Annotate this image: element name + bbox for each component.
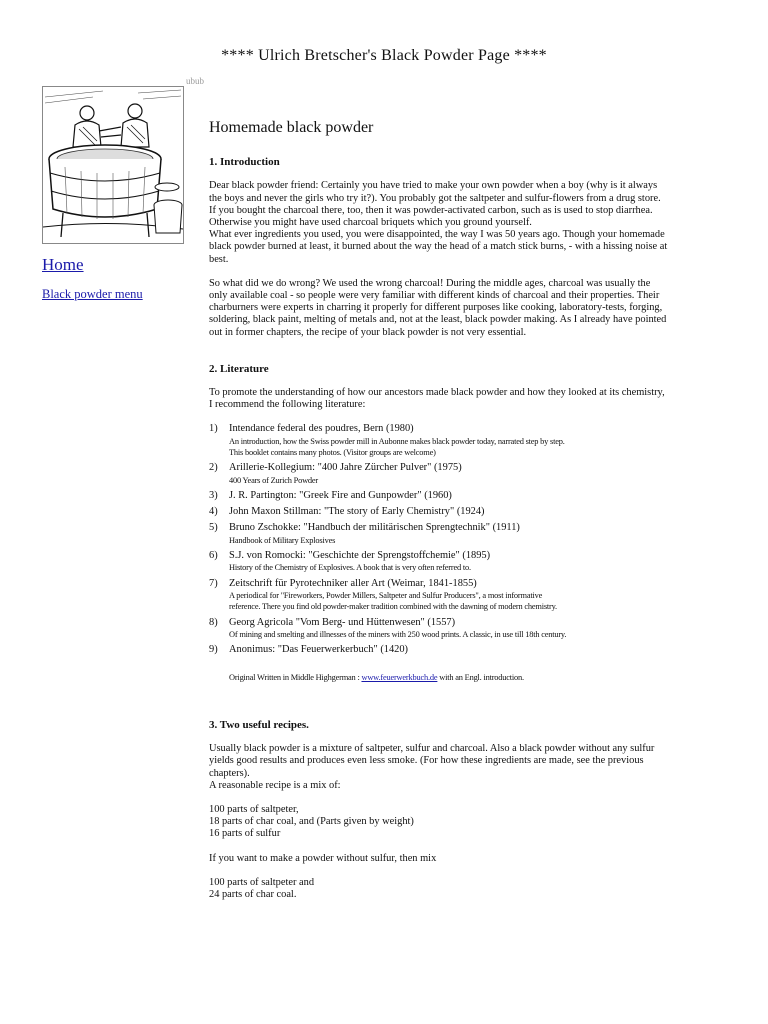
literature-list xyxy=(209,423,714,656)
list-item: 6) S.J. von Romocki: "Geschichte der Sprengstoffchemie" (1895) History of the Chemistry of Explosives. A book that is very often referred to. xyxy=(209,550,491,573)
literature-intro: To promote the understanding of how our ancestors made black powder and how they looked at its chemistry, I recommend the following literature: xyxy=(209,387,665,411)
section-heading-introduction: 1. Introduction xyxy=(209,156,280,169)
intro-paragraph-1: Dear black powder friend: Certainly you have tried to make your own powder when a boy (why is it always the boys and never the girls who try it?). You probably got the saltpeter and sulfur-flowers from a drug store. If you bought the charcoal there, too, then it was powder-activated carbon, such as is used to stop diarrhea. Otherwise you might have used charcoal briquets which you ground yourself. What ever ingredients you used, you were disappointed, the way I was 50 years ago. Though your homemade black powder burned at least, it burned about the way the head of a match stick burns, - with a hissing noise at best. xyxy=(209,180,668,265)
section-heading-recipes: 3. Two useful recipes. xyxy=(209,718,309,731)
black-powder-menu-link[interactable]: Black powder menu xyxy=(42,287,143,301)
recipe-transition: If you want to make a powder without sulfur, then mix xyxy=(209,852,437,864)
list-item: 1) Intendance federal des poudres, Bern (1980) An introduction, how the Swiss powder mill in Aubonne makes black powder today, narrated step by step. This booklet contains many photos. (Visitor groups are welcome) xyxy=(209,423,565,458)
recipe-with-sulfur: 100 parts of saltpeter, 18 parts of char coal, and (Parts given by weight) 16 parts of sulfur xyxy=(209,803,414,840)
page-title: **** Ulrich Bretscher's Black Powder Page **** xyxy=(221,47,547,64)
recipes-intro: Usually black powder is a mixture of saltpeter, sulfur and charcoal. Also a black powder without any sulfur yields good results and produces even less smoke. (For how these ingredients are made, see the previous chapters). A reasonable recipe is a mix of: xyxy=(209,743,655,791)
feuerwerkbuch-link[interactable]: www.feuerwerkbuch.de xyxy=(361,672,438,682)
list-item: 2) Arillerie-Kollegium: "400 Jahre Zürcher Pulver" (1975) 400 Years of Zurich Powder xyxy=(209,462,462,485)
list-item: 5) Bruno Zschokke: "Handbuch der militärischen Sprengtechnik" (1911) Handbook of Military Explosives xyxy=(209,522,520,545)
list-item: 8) Georg Agricola "Vom Berg- und Hüttenwesen" (1557) Of mining and smelting and illnesses of the miners with 250 wood prints. A classic, in use till 18th century. xyxy=(209,616,567,639)
list-item: 9) Anonimus: "Das Feuerwerkerbuch" (1420) xyxy=(209,644,409,656)
main-content xyxy=(209,119,714,901)
list-item: 3) J. R. Partington: "Greek Fire and Gunpowder" (1960) xyxy=(209,490,452,502)
home-link[interactable]: Home xyxy=(42,255,84,274)
feuerwerkbuch-note: Original Written in Middle Highgerman : www.feuerwerkbuch.de with an Engl. introduction. xyxy=(229,672,524,682)
list-item: 4) John Maxon Stillman: "The story of Early Chemistry" (1924) xyxy=(209,506,485,518)
list-item: 7) Zeitschrift für Pyrotechniker aller Art (Weimar, 1841-1855) A periodical for "Fireworkers, Powder Millers, Saltpeter and Sulfur Producers", a most informative reference. There you find old powder-maker tradition combined with the dawning of modern chemistry. xyxy=(209,577,557,612)
article-title: Homemade black powder xyxy=(209,119,374,136)
section-heading-literature: 2. Literature xyxy=(209,362,269,375)
recipe-without-sulfur: 100 parts of saltpeter and 24 parts of char coal. xyxy=(209,876,315,900)
woodcut-illustration-icon xyxy=(42,86,184,244)
intro-paragraph-2: So what did we do wrong? We used the wrong charcoal! During the middle ages, charcoal was usually the only available coal - so people were very familiar with different kinds of charcoal and their properties. Their charburners were experts in charring it properly for different purposes like cooking, laboratory-tests, forging, soldering, black paint, melting of metals and, not at the least, black powder making. As I already have pointed out in former chapters, the recipe of your black powder is not very essential. xyxy=(209,277,667,338)
watermark: ubub xyxy=(186,76,204,86)
